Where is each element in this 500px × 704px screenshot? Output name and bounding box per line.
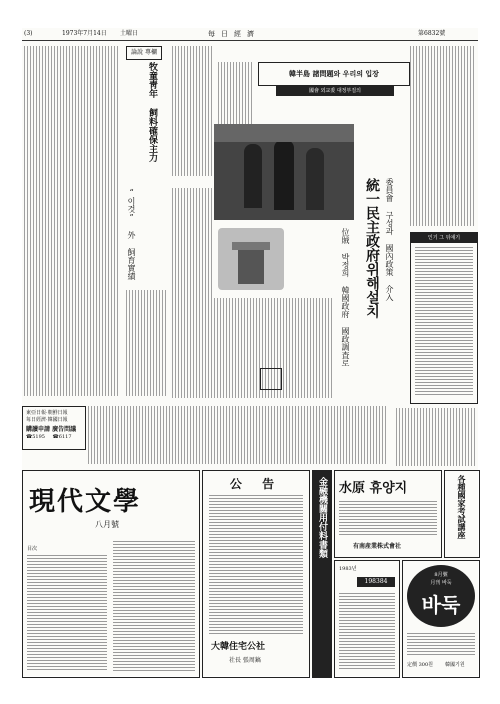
stats-figure: 198384: [357, 577, 395, 587]
left-body-text-2: [126, 290, 166, 396]
exam-course-ad: [444, 470, 480, 558]
masthead: 每日經濟: [208, 30, 260, 38]
resort-body: [339, 501, 437, 535]
column-label-box: [126, 46, 162, 60]
right-box-title: 인기 그 뒤얘기: [427, 235, 461, 241]
stats-box: [334, 560, 400, 678]
newspaper-page: [22, 28, 478, 676]
page-header: [22, 28, 478, 41]
magazine-title: 現代文學: [29, 487, 142, 517]
toc-list-right: [113, 541, 195, 671]
resort-company: 有南産業株式會社: [353, 543, 402, 550]
mid-lower-text: [88, 406, 388, 464]
right-box-header: [411, 233, 477, 243]
notice-line-1: 東亞日報·朝鮮日報: [26, 410, 68, 416]
notice-tel-2: ☎6117: [52, 434, 72, 440]
top-banner: [258, 62, 410, 86]
announcement-title: 公 告: [229, 477, 283, 491]
center-body-text: [172, 188, 212, 398]
center-left-text: [172, 46, 212, 176]
left-body-text: [24, 46, 120, 396]
announcement-rep: 社長 張周鎬: [229, 657, 261, 664]
news-photo: [214, 124, 354, 220]
main-headline: 統一民主政府위해설치: [364, 178, 380, 318]
magazine-issue: 八月號: [95, 520, 119, 529]
exam-course-text: 各種國家考試講座: [457, 475, 467, 539]
magazine-ad: [22, 470, 200, 678]
column-label: 論說 專欄: [131, 49, 157, 56]
baduk-body: [407, 633, 475, 657]
building-photo: [218, 228, 284, 290]
notice-title: 購讀申請 廣告問議: [26, 426, 77, 433]
baduk-emblem: [407, 565, 475, 627]
resort-ad: [334, 470, 442, 558]
issue-date: 1973年7月14日: [62, 30, 107, 37]
sub-headline-1: 位賊 박정희 韓國政府 國政調査로: [341, 228, 350, 367]
resort-title: 水原 휴양지: [339, 481, 408, 496]
toc-list-left: [27, 555, 107, 671]
baduk-month: 8月號: [434, 572, 448, 578]
banner-subtitle-bar: [276, 86, 394, 96]
edition-number: 第6832號: [418, 30, 446, 37]
stats-label: 1983년: [339, 566, 357, 572]
baduk-ad: [402, 560, 480, 678]
notice-tel-1: ☎5195: [26, 434, 45, 440]
right-body-text: [410, 46, 476, 226]
weekday: 土曜日: [120, 30, 139, 37]
right-info-box: [410, 232, 478, 404]
vertical-banner: [312, 470, 332, 678]
left-heading-2: “이것” 外 飼育實績: [127, 188, 136, 280]
stats-table: [339, 593, 395, 671]
page-number: (3): [24, 30, 33, 37]
baduk-publisher: 韓國기원: [445, 662, 465, 668]
announcement-box: [202, 470, 310, 678]
sub-headline-2: 委員會 구성과 國內政策 介入: [385, 178, 394, 301]
baduk-subtitle: 月刊 바둑: [430, 580, 452, 586]
announcement-org: 大韓住宅公社: [211, 642, 266, 652]
vertical-banner-text: 金融機關用付料書類: [317, 477, 327, 558]
right-box-list: [415, 247, 473, 397]
notice-box: [22, 406, 86, 450]
right-lower-text: [396, 408, 476, 466]
banner-subtitle: 國會 외교委 대정부질의: [309, 88, 361, 94]
baduk-title: 바둑: [421, 593, 461, 617]
notice-line-2: 每日經濟·韓國日報: [26, 417, 68, 423]
banner-title: 韓半島 諸問題와 우리의 입장: [289, 69, 379, 78]
announcement-body: [209, 495, 303, 635]
left-heading-1: 牧童靑年 飼料確保主力: [147, 62, 157, 162]
toc-label: 目次: [27, 546, 38, 552]
small-inset-box: [260, 368, 282, 390]
baduk-price: 定價 300원: [407, 662, 433, 668]
